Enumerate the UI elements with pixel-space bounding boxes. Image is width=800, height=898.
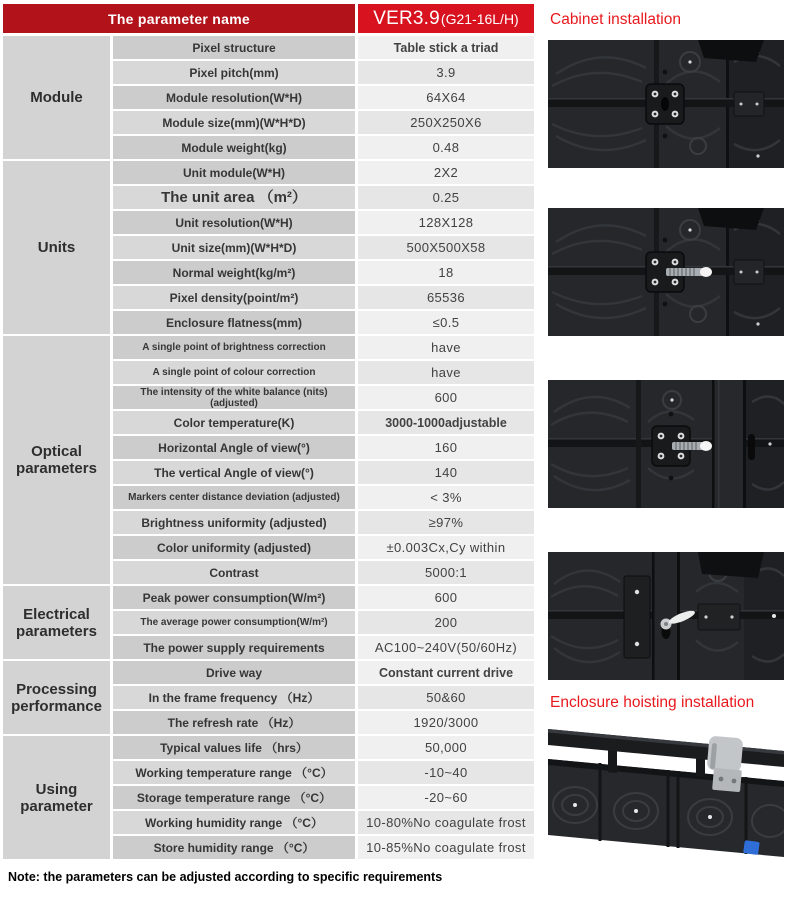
hoisting-installation-title: Enclosure hoisting installation [550, 694, 755, 711]
model-header [358, 4, 534, 33]
spec-row [113, 686, 534, 709]
spec-row [113, 36, 534, 59]
spec-row [113, 436, 534, 459]
param-label: A single point of colour correction [113, 361, 355, 384]
param-value: AC100~240V(50/60Hz) [358, 636, 534, 659]
spec-row [113, 836, 534, 859]
param-value: -20~60 [358, 786, 534, 809]
locking-pin [666, 267, 712, 277]
param-value: < 3% [358, 486, 534, 509]
spec-section [3, 161, 534, 334]
param-value: have [358, 361, 534, 384]
locking-pin [672, 441, 712, 451]
param-label: The vertical Angle of view(°) [113, 461, 355, 484]
spec-row [113, 561, 534, 584]
param-label: The average power consumption(W/m²) [113, 611, 355, 634]
spec-table [3, 4, 534, 861]
cabinet-installation-image-1 [548, 40, 784, 168]
spec-section [3, 586, 534, 659]
param-value: 65536 [358, 286, 534, 309]
spec-row [113, 286, 534, 309]
model-version: VER3.9 [373, 7, 440, 29]
param-label: Working humidity range （°C） [113, 811, 355, 834]
section-category: Processing performance [3, 661, 110, 734]
param-value: 500X500X58 [358, 236, 534, 259]
spec-section [3, 661, 534, 734]
section-category: Using parameter [3, 736, 110, 859]
param-label: Horizontal Angle of view(°) [113, 436, 355, 459]
param-label: Storage temperature range （°C） [113, 786, 355, 809]
param-label: Unit resolution(W*H) [113, 211, 355, 234]
spec-row [113, 361, 534, 384]
param-value: 2X2 [358, 161, 534, 184]
param-value: 50,000 [358, 736, 534, 759]
param-value: 600 [358, 386, 534, 409]
param-label: Typical values life （hrs） [113, 736, 355, 759]
blue-fastener [743, 840, 760, 855]
param-label: In the frame frequency （Hz） [113, 686, 355, 709]
hoisting-installation-image [548, 723, 784, 863]
spec-row [113, 536, 534, 559]
param-label: Module size(mm)(W*H*D) [113, 111, 355, 134]
cabinet-installation-image-3 [548, 380, 784, 508]
param-label: Drive way [113, 661, 355, 684]
param-value: 200 [358, 611, 534, 634]
table-body [3, 36, 534, 859]
spec-row [113, 486, 534, 509]
param-label: Store humidity range （°C） [113, 836, 355, 859]
param-value: ±0.003Cx,Cy within [358, 536, 534, 559]
spec-row [113, 236, 534, 259]
param-value: 600 [358, 586, 534, 609]
cabinet-installation-image-4 [548, 552, 784, 680]
table-header-row [3, 4, 534, 33]
spec-row [113, 186, 534, 209]
param-label: Color temperature(K) [113, 411, 355, 434]
spec-section [3, 36, 534, 159]
param-label: Markers center distance deviation (adjusted) [113, 486, 355, 509]
param-value: 64X64 [358, 86, 534, 109]
param-label: Unit module(W*H) [113, 161, 355, 184]
param-value: 5000:1 [358, 561, 534, 584]
installation-panel [548, 0, 786, 898]
param-label: Module weight(kg) [113, 136, 355, 159]
param-value: 160 [358, 436, 534, 459]
section-category: Optical parameters [3, 336, 110, 584]
parameter-name-header: The parameter name [3, 4, 355, 33]
param-label: Pixel structure [113, 36, 355, 59]
spec-row [113, 86, 534, 109]
param-value: -10~40 [358, 761, 534, 784]
spec-row [113, 136, 534, 159]
param-value: 128X128 [358, 211, 534, 234]
param-value: 1920/3000 [358, 711, 534, 734]
model-code: (G21-16L/H) [440, 10, 519, 27]
param-label: Normal weight(kg/m²) [113, 261, 355, 284]
param-label: A single point of brightness correction [113, 336, 355, 359]
param-value: 250X250X6 [358, 111, 534, 134]
spec-row [113, 611, 534, 634]
param-label: The power supply requirements [113, 636, 355, 659]
param-value: 0.48 [358, 136, 534, 159]
footnote: Note: the parameters can be adjusted according to specific requirements [8, 870, 443, 884]
spec-row [113, 336, 534, 359]
spec-row [113, 411, 534, 434]
spec-row [113, 211, 534, 234]
spec-row [113, 461, 534, 484]
param-value: 3000-1000adjustable [358, 411, 534, 434]
spec-row [113, 761, 534, 784]
param-label: The intensity of the white balance (nits) (adjusted) [113, 386, 355, 409]
param-label: Pixel density(point/m²) [113, 286, 355, 309]
param-value: have [358, 336, 534, 359]
param-value: Constant current drive [358, 661, 534, 684]
param-value: 140 [358, 461, 534, 484]
param-label: Working temperature range （°C） [113, 761, 355, 784]
spec-row [113, 511, 534, 534]
param-value: 10-85%No coagulate frost [358, 836, 534, 859]
spec-row [113, 261, 534, 284]
param-label: Color uniformity (adjusted) [113, 536, 355, 559]
param-label: Enclosure flatness(mm) [113, 311, 355, 334]
param-value: ≥97% [358, 511, 534, 534]
section-category: Module [3, 36, 110, 159]
spec-row [113, 636, 534, 659]
param-label: Peak power consumption(W/m²) [113, 586, 355, 609]
param-label: Contrast [113, 561, 355, 584]
param-label: Module resolution(W*H) [113, 86, 355, 109]
section-category: Units [3, 161, 110, 334]
spec-row [113, 711, 534, 734]
spec-row [113, 736, 534, 759]
spec-section [3, 736, 534, 859]
param-value: Table stick a triad [358, 36, 534, 59]
param-value: 3.9 [358, 61, 534, 84]
spec-row [113, 811, 534, 834]
spec-row [113, 661, 534, 684]
param-label: Unit size(mm)(W*H*D) [113, 236, 355, 259]
spec-section [3, 336, 534, 584]
param-value: 18 [358, 261, 534, 284]
cabinet-installation-image-2 [548, 208, 784, 336]
section-category: Electrical parameters [3, 586, 110, 659]
param-label: The refresh rate （Hz） [113, 711, 355, 734]
spec-row [113, 586, 534, 609]
param-label: Pixel pitch(mm) [113, 61, 355, 84]
hinge-strip [624, 576, 650, 658]
spec-row [113, 386, 534, 409]
param-label: The unit area （m²） [113, 186, 355, 209]
spec-row [113, 161, 534, 184]
cabinet-installation-title: Cabinet installation [550, 11, 681, 28]
spec-row [113, 61, 534, 84]
param-value: 0.25 [358, 186, 534, 209]
spec-row [113, 311, 534, 334]
param-value: 10-80%No coagulate frost [358, 811, 534, 834]
vertical-beam [712, 380, 746, 508]
spec-row [113, 111, 534, 134]
spec-row [113, 786, 534, 809]
param-value: ≤0.5 [358, 311, 534, 334]
param-label: Brightness uniformity (adjusted) [113, 511, 355, 534]
param-value: 50&60 [358, 686, 534, 709]
